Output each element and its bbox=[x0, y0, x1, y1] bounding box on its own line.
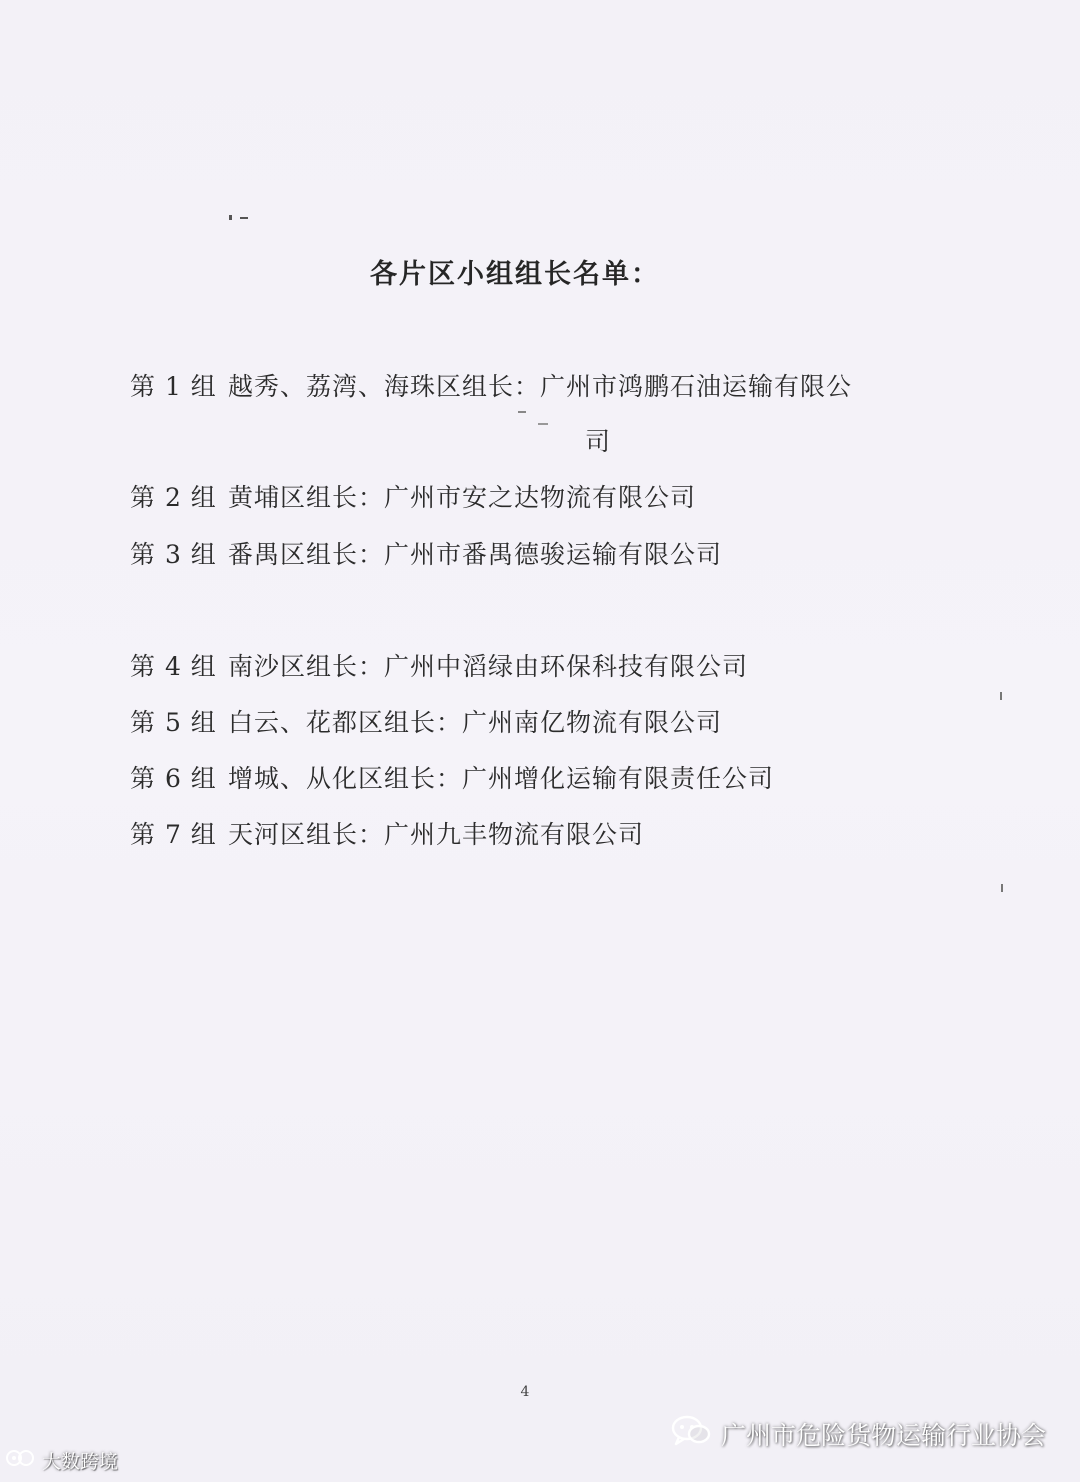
source-name: 大数跨境 bbox=[42, 1451, 119, 1473]
group-row-3 bbox=[130, 535, 722, 571]
group-number: 第 1 组 bbox=[130, 372, 217, 401]
group-number: 第 7 组 bbox=[130, 820, 217, 849]
wechat-account-name: 广州市危险货物运输行业协会 bbox=[720, 1421, 1046, 1450]
group-leader-text: 番禺区组长：广州市番禺德骏运输有限公司 bbox=[228, 540, 723, 569]
source-watermark bbox=[6, 1446, 118, 1475]
group-number: 第 5 组 bbox=[130, 708, 217, 737]
group-number: 第 4 组 bbox=[130, 652, 217, 681]
group-leader-text-continuation: 司 bbox=[585, 427, 611, 456]
group-number: 第 6 组 bbox=[130, 764, 217, 793]
group-row-5 bbox=[130, 703, 722, 739]
scan-speck bbox=[240, 217, 248, 219]
group-row-1 bbox=[130, 367, 852, 403]
group-row-2 bbox=[130, 478, 696, 514]
group-row-7 bbox=[130, 815, 644, 851]
page-number: 4 bbox=[520, 1384, 530, 1400]
group-leader-text: 越秀、荔湾、海珠区组长：广州市鸿鹏石油运输有限公 bbox=[228, 372, 853, 401]
group-leader-text: 天河区组长：广州九丰物流有限公司 bbox=[228, 820, 645, 849]
scan-speck bbox=[518, 411, 526, 413]
group-leader-text: 黄埔区组长：广州市安之达物流有限公司 bbox=[228, 483, 697, 512]
group-number: 第 2 组 bbox=[130, 483, 217, 512]
group-leader-text: 南沙区组长：广州中滔绿由环保科技有限公司 bbox=[228, 652, 749, 681]
scan-speck bbox=[229, 215, 232, 220]
group-leader-text: 增城、从化区组长：广州增化运输有限责任公司 bbox=[228, 764, 775, 793]
page-title: 各片区小组组长名单： bbox=[370, 259, 660, 290]
group-row-4 bbox=[130, 647, 748, 683]
scan-speck bbox=[1001, 884, 1003, 892]
scan-speck bbox=[538, 423, 548, 425]
scan-speck bbox=[1000, 692, 1002, 700]
group-row-6 bbox=[130, 759, 774, 795]
group-leader-text: 白云、花都区组长：广州南亿物流有限公司 bbox=[228, 708, 723, 737]
wechat-icon bbox=[671, 1414, 711, 1454]
group-number: 第 3 组 bbox=[130, 540, 217, 569]
logo-icon bbox=[6, 1446, 36, 1475]
wechat-watermark bbox=[671, 1414, 1046, 1454]
